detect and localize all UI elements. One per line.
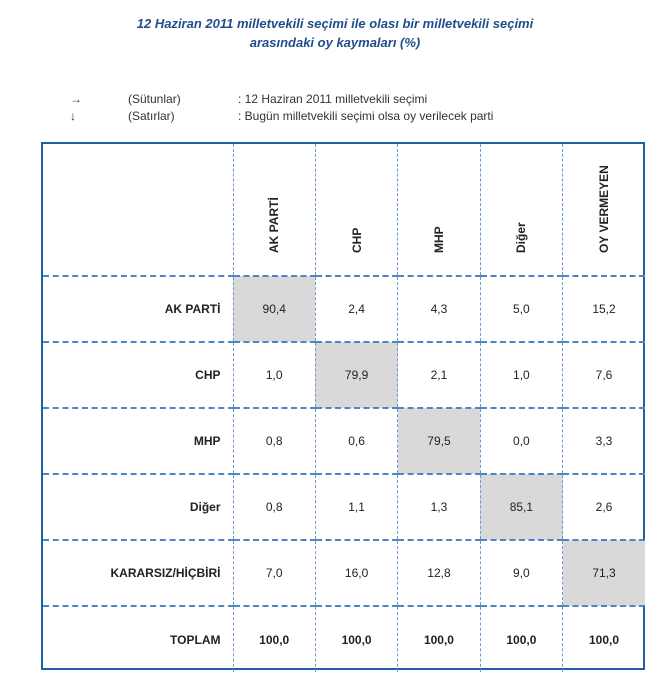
legend-value: : Bugün milletvekili seçimi olsa oy verilecek parti (238, 109, 494, 123)
legend-value: : 12 Haziran 2011 milletvekili seçimi (238, 92, 428, 106)
table-row (43, 276, 645, 342)
table-cell: 7,6 (563, 342, 645, 408)
down-arrow-icon: ↓ (70, 109, 76, 123)
data-table (43, 144, 645, 672)
table-cell: 7,0 (233, 540, 315, 606)
total-label: TOPLAM (43, 606, 233, 672)
report-title (0, 14, 670, 52)
table-row (43, 474, 645, 540)
legend-key: (Satırlar) (128, 109, 175, 123)
column-header: Diğer (480, 144, 562, 276)
table-row (43, 408, 645, 474)
right-arrow-icon: → (70, 92, 82, 106)
column-header: CHP (315, 144, 397, 276)
total-cell: 100,0 (480, 606, 562, 672)
table-cell: 4,3 (398, 276, 480, 342)
legend-row-columns (70, 91, 493, 108)
table-row (43, 342, 645, 408)
row-label: AK PARTİ (43, 276, 233, 342)
table-cell: 1,0 (233, 342, 315, 408)
table-cell: 79,5 (398, 408, 480, 474)
table-cell: 0,0 (480, 408, 562, 474)
legend-key: (Sütunlar) (128, 92, 181, 106)
legend (70, 91, 493, 125)
column-header: MHP (398, 144, 480, 276)
header-row (43, 144, 645, 276)
table-cell: 12,8 (398, 540, 480, 606)
table-cell: 1,0 (480, 342, 562, 408)
corner-cell (43, 144, 233, 276)
table-cell: 0,6 (315, 408, 397, 474)
table-cell: 2,4 (315, 276, 397, 342)
table-cell: 85,1 (480, 474, 562, 540)
column-header: AK PARTİ (233, 144, 315, 276)
title-line-2: arasındaki oy kaymaları (%) (249, 35, 421, 50)
legend-row-rows (70, 108, 493, 125)
table-cell: 15,2 (563, 276, 645, 342)
total-cell: 100,0 (233, 606, 315, 672)
vote-shift-table (41, 142, 645, 670)
table-cell: 3,3 (563, 408, 645, 474)
table-cell: 79,9 (315, 342, 397, 408)
table-cell: 2,6 (563, 474, 645, 540)
row-label: Diğer (43, 474, 233, 540)
table-cell: 1,1 (315, 474, 397, 540)
table-row (43, 540, 645, 606)
table-cell: 1,3 (398, 474, 480, 540)
table-cell: 5,0 (480, 276, 562, 342)
table-cell: 0,8 (233, 474, 315, 540)
table-cell: 9,0 (480, 540, 562, 606)
title-line-1: 12 Haziran 2011 milletvekili seçimi ile olası bir milletvekili seçimi (136, 16, 534, 31)
total-cell: 100,0 (563, 606, 645, 672)
table-cell: 16,0 (315, 540, 397, 606)
total-cell: 100,0 (398, 606, 480, 672)
table-cell: 0,8 (233, 408, 315, 474)
row-label: MHP (43, 408, 233, 474)
table-cell: 2,1 (398, 342, 480, 408)
row-label: KARARSIZ/HİÇBİRİ (43, 540, 233, 606)
table-cell: 71,3 (563, 540, 645, 606)
table-cell: 90,4 (233, 276, 315, 342)
total-cell: 100,0 (315, 606, 397, 672)
row-label: CHP (43, 342, 233, 408)
total-row (43, 606, 645, 672)
column-header: OY VERMEYEN (563, 144, 645, 276)
